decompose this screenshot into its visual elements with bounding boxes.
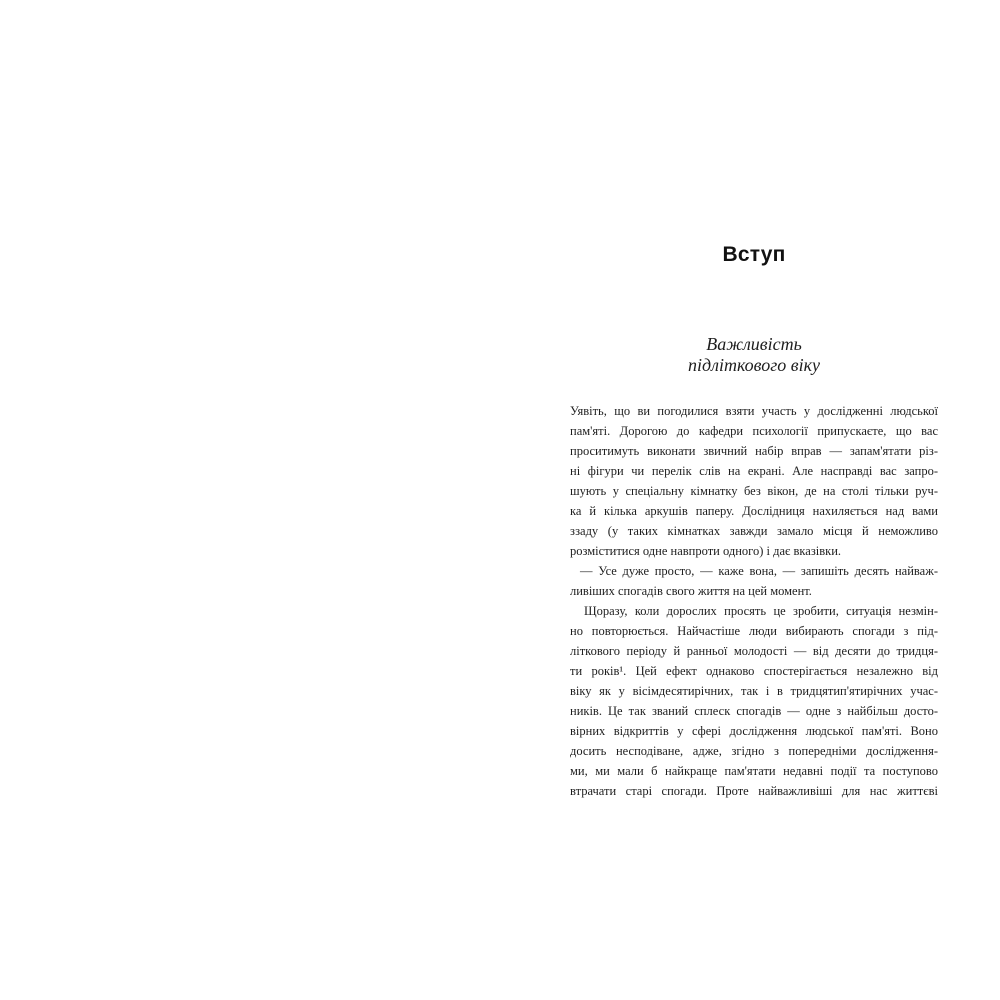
text-line: — Усе дуже просто, — каже вона, — запишіть десять найваж- <box>580 564 938 578</box>
text-line: проситимуть виконати звичний набір вправ — запам'ятати різ- <box>570 444 938 458</box>
section-title <box>570 334 938 376</box>
text-line: втрачати старі спогади. Проте найважливіші для нас життєві <box>570 784 938 798</box>
text-line: ти років¹. Цей ефект однаково спостерігається незалежно від <box>570 664 938 678</box>
text-line: вірних відкриттів у сфері дослідження людської пам'яті. Воно <box>570 724 938 738</box>
text-line: пам'яті. Дорогою до кафедри психології припускаєте, що вас <box>570 424 938 438</box>
text-line: но повторюється. Найчастіше люди вибирають спогади з під- <box>570 624 938 638</box>
text-line: віку як у вісімдесятирічних, так і в тридцятип'ятирічних учас- <box>570 684 938 698</box>
text-line: літкового періоду й ранньої молодості — від десяти до тридця- <box>570 644 938 658</box>
text-line: ливіших спогадів свого життя на цей момент. <box>570 584 812 598</box>
text-line: Уявіть, що ви погодилися взяти участь у дослідженні людської <box>570 404 938 418</box>
section-title-line: Важливість <box>706 334 802 354</box>
text-line: шують у спеціальну кімнатку без вікон, де на столі тільки руч- <box>570 484 938 498</box>
text-line: ка й кілька аркушів паперу. Дослідниця нахиляється над вами <box>570 504 938 518</box>
text-line: ми, ми мали б найкраще пам'ятати недавні події та поступово <box>570 764 938 778</box>
text-line: Щоразу, коли дорослих просять це зробити, ситуація незмін- <box>584 604 938 618</box>
text-line: ззаду (у таких кімнатках завжди замало місця й неможливо <box>570 524 938 538</box>
chapter-title: Вступ <box>722 243 786 266</box>
body-text <box>570 401 938 801</box>
text-line: розміститися одне навпроти одного) і дає вказівки. <box>570 544 842 558</box>
text-line: ні фігури чи перелік слів на екрані. Але насправді вас запро- <box>570 464 938 478</box>
text-line: ників. Це так званий сплеск спогадів — одне з найбільш досто- <box>570 704 938 718</box>
text-line: досить несподіване, адже, згідно з попередніми дослідження- <box>570 744 938 758</box>
section-title-line: підліткового віку <box>687 355 820 375</box>
